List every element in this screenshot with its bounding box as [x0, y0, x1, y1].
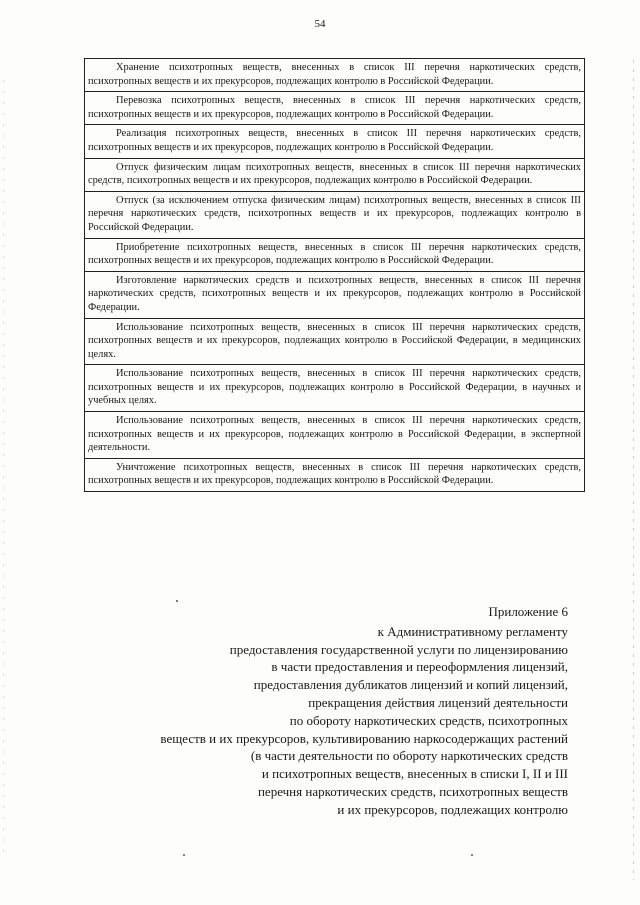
scan-speck	[471, 854, 473, 856]
appendix-title: Приложение 6	[488, 604, 568, 619]
table-row: Отпуск (за исключением отпуска физическим лицам) психотропных веществ, внесенных в список III перечня наркотических средств, психотропных веществ и их прекурсоров, подлежащих контролю в Российской Федерации.	[85, 192, 584, 239]
appendix-line: прекращения действия лицензий деятельности	[308, 694, 568, 710]
table-row: Хранение психотропных веществ, внесенных в список III перечня наркотических средств, психотропных веществ и их прекурсоров, подлежащих контролю в Российской Федерации.	[85, 59, 584, 92]
table-row: Использование психотропных веществ, внесенных в список III перечня наркотических средств, психотропных веществ и их прекурсоров, подлежащих контролю в Российской Федерации, в научных и учебных целях.	[85, 365, 584, 412]
appendix-line: и их прекурсоров, подлежащих контролю	[337, 801, 568, 817]
scan-speck	[176, 600, 178, 602]
table-row: Реализация психотропных веществ, внесенных в список III перечня наркотических средств, психотропных веществ и их прекурсоров, подлежащих контролю в Российской Федерации.	[85, 125, 584, 158]
table-row: Приобретение психотропных веществ, внесенных в список III перечня наркотических средств, психотропных веществ и их прекурсоров, подлежащих контролю в Российской Федерации.	[85, 239, 584, 272]
appendix-line: перечня наркотических средств, психотропных веществ	[257, 783, 568, 799]
appendix-line: предоставления дубликатов лицензий и копий лицензий,	[253, 677, 568, 693]
appendix-line: предоставления государственной услуги по лицензированию	[229, 641, 568, 657]
appendix-header	[80, 603, 568, 819]
table-row: Изготовление наркотических средств и психотропных веществ, внесенных в список III перечня наркотических средств, психотропных веществ и их прекурсоров, подлежащих контролю в Российской Федерации.	[85, 272, 584, 319]
table-row: Уничтожение психотропных веществ, внесенных в список III перечня наркотических средств, психотропных веществ и их прекурсоров, подлежащих контролю в Российской Федерации.	[88, 461, 581, 487]
table-row: Отпуск физическим лицам психотропных веществ, внесенных в список III перечня наркотических средств, психотропных веществ и их прекурсоров, подлежащих контролю в Российской Федерации.	[85, 159, 584, 192]
appendix-line: и психотропных веществ, внесенных в списки I, II и III	[261, 766, 568, 782]
scan-speck	[183, 854, 185, 856]
activity-table	[84, 58, 585, 492]
appendix-line: по обороту наркотических средств, психотропных	[289, 712, 568, 728]
table-row: Использование психотропных веществ, внесенных в список III перечня наркотических средств, психотропных веществ и их прекурсоров, подлежащих контролю в Российской Федерации, в экспертной деятельности.	[85, 412, 584, 459]
scan-edge-left	[3, 80, 4, 860]
appendix-line: в части предоставления и переоформления лицензий,	[271, 659, 568, 675]
table-row: Перевозка психотропных веществ, внесенных в список III перечня наркотических средств, психотропных веществ и их прекурсоров, подлежащих контролю в Российской Федерации.	[85, 92, 584, 125]
appendix-line: к Административному регламенту	[377, 623, 568, 639]
page-number: 54	[314, 18, 326, 30]
scan-edge-right	[633, 60, 634, 880]
appendix-line: (в части деятельности по обороту наркотических средств	[250, 748, 568, 764]
appendix-line: веществ и их прекурсоров, культивированию наркосодержащих растений	[160, 730, 568, 746]
table-row: Использование психотропных веществ, внесенных в список III перечня наркотических средств, психотропных веществ и их прекурсоров, подлежащих контролю в Российской Федерации, в медицинских целях.	[85, 319, 584, 366]
